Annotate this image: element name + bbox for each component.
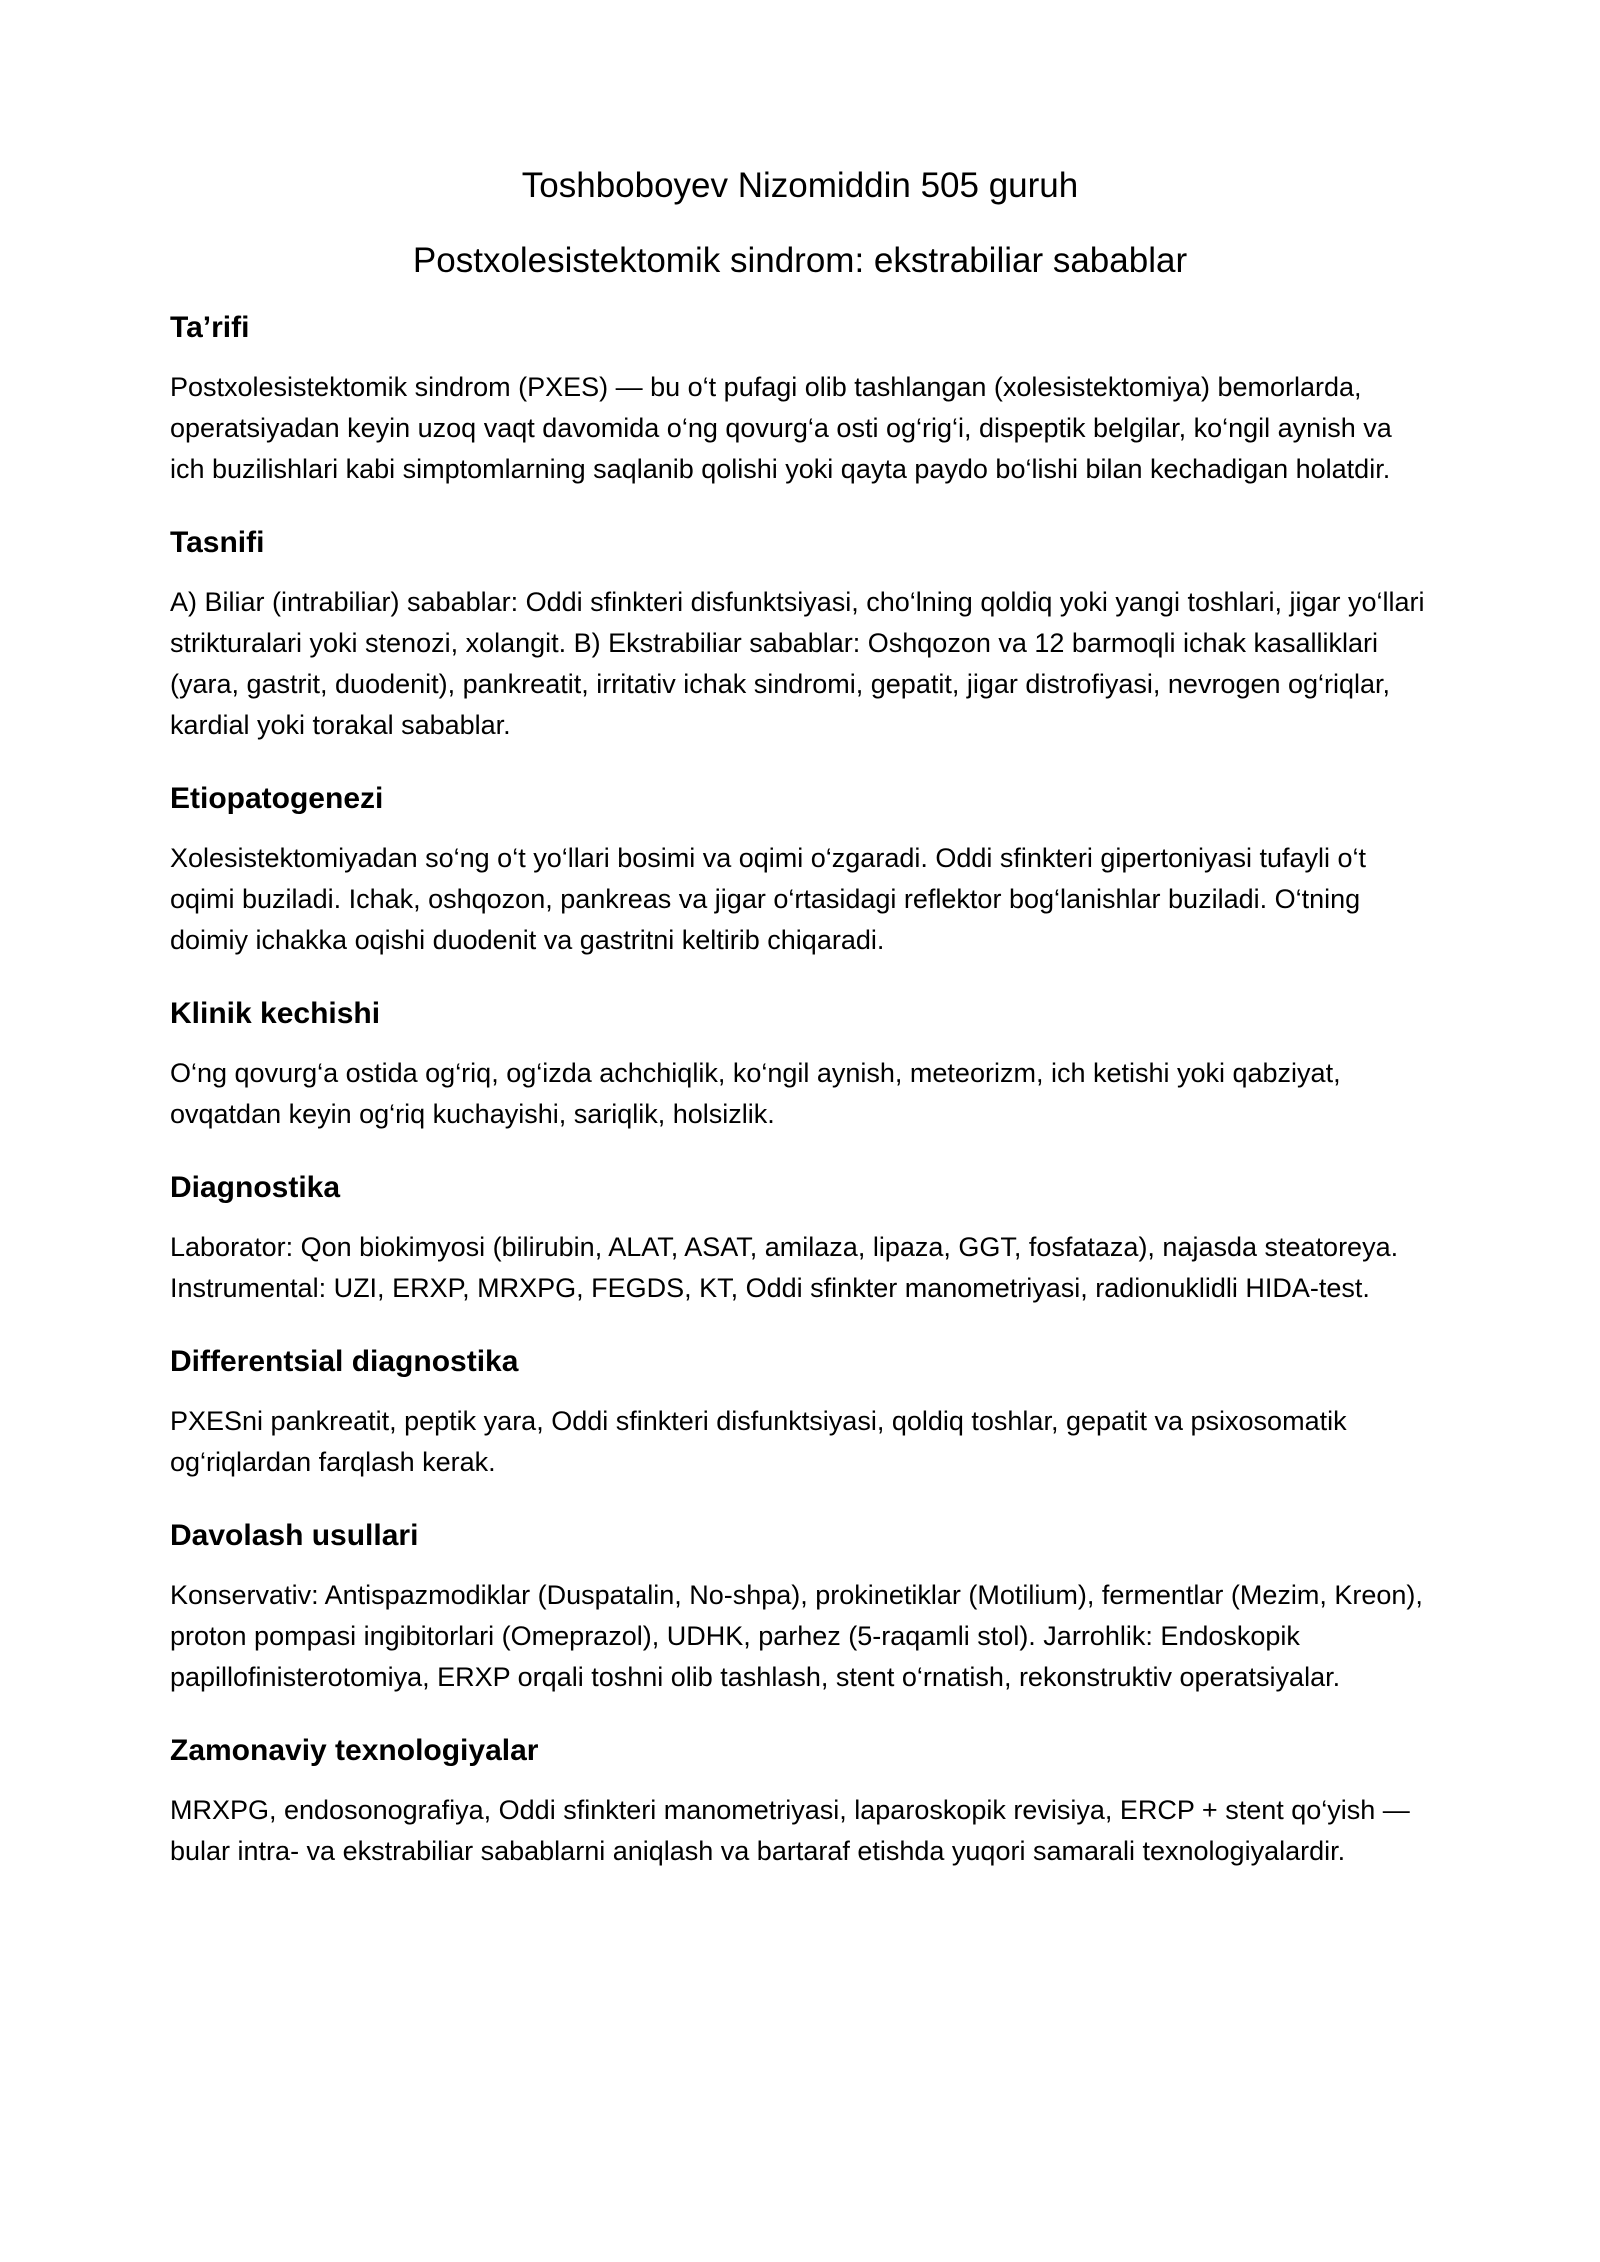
section-heading: Ta’rifi <box>170 311 250 344</box>
section-heading: Davolash usullari <box>170 1519 419 1552</box>
document-page <box>170 165 1430 1872</box>
section-body: Konservativ: Antispazmodiklar (Duspatalin, No-shpa), prokinetiklar (Motilium), fermentlar (Mezim, Kreon), proton pompasi ingibitorlari (Omeprazol), UDHK, parhez (5-raqamli stol). Jarrohlik: Endoskopik papillofinisterotomiya, ERXP orqali toshni olib tashlash, stent o‘rnatish, rekonstruktiv operatsiyalar. <box>170 1580 1423 1692</box>
section-differentsial-diagnostika <box>170 1344 1430 1483</box>
section-body: O‘ng qovurg‘a ostida og‘riq, og‘izda achchiqlik, ko‘ngil aynish, meteorizm, ich ketishi yoki qabziyat, ovqatdan keyin og‘riq kuchayishi, sariqlik, holsizlik. <box>170 1058 1341 1129</box>
section-heading: Tasnifi <box>170 526 265 559</box>
section-klinik-kechishi <box>170 996 1430 1135</box>
section-heading: Diagnostika <box>170 1171 341 1204</box>
section-diagnostika <box>170 1170 1430 1309</box>
document-title: Postxolesistektomik sindrom: ekstrabiliar sabablar <box>412 241 1188 280</box>
section-body: MRXPG, endosonografiya, Oddi sfinkteri manometriyasi, laparoskopik revisiya, ERCP + stent qo‘yish — bular intra- va ekstrabiliar sabablarni aniqlash va bartaraf etishda yuqori samarali texnologiyalardir. <box>170 1795 1410 1866</box>
section-body: Laborator: Qon biokimyosi (bilirubin, ALAT, ASAT, amilaza, lipaza, GGT, fosfataza), najasda steatoreya. Instrumental: UZI, ERXP, MRXPG, FEGDS, KT, Oddi sfinkter manometriyasi, radionuklidli HIDA-test. <box>170 1232 1399 1303</box>
section-heading: Zamonaviy texnologiyalar <box>170 1734 539 1767</box>
section-body: Xolesistektomiyadan so‘ng o‘t yo‘llari bosimi va oqimi o‘zgaradi. Oddi sfinkteri gipertoniyasi tufayli o‘t oqimi buziladi. Ichak, oshqozon, pankreas va jigar o‘rtasidagi reflektor bog‘lanishlar buziladi. O‘tning doimiy ichakka oqishi duodenit va gastritni keltirib chiqaradi. <box>170 843 1367 955</box>
section-body: PXESni pankreatit, peptik yara, Oddi sfinkteri disfunktsiyasi, qoldiq toshlar, gepatit va psixosomatik og‘riqlardan farqlash kerak. <box>170 1406 1347 1477</box>
section-etiopatogenezi <box>170 781 1430 961</box>
section-zamonaviy-texnologiyalar <box>170 1733 1430 1872</box>
section-tasnifi <box>170 525 1430 746</box>
section-heading: Etiopatogenezi <box>170 782 384 815</box>
section-tarifi <box>170 310 1430 490</box>
section-heading: Klinik kechishi <box>170 997 381 1030</box>
author-line: Toshboboyev Nizomiddin 505 guruh <box>521 166 1079 205</box>
section-body: A) Biliar (intrabiliar) sabablar: Oddi sfinkteri disfunktsiyasi, cho‘lning qoldiq yoki yangi toshlari, jigar yo‘llari strikturalari yoki stenozi, xolangit. B) Ekstrabiliar sabablar: Oshqozon va 12 barmoqli ichak kasalliklari (yara, gastrit, duodenit), pankreatit, irritativ ichak sindromi, gepatit, jigar distrofiyasi, nevrogen og‘riqlar, kardial yoki torakal sabablar. <box>170 587 1425 740</box>
section-body: Postxolesistektomik sindrom (PXES) — bu o‘t pufagi olib tashlangan (xolesistektomiya) bemorlarda, operatsiyadan keyin uzoq vaqt davomida o‘ng qovurg‘a osti og‘rig‘i, dispeptik belgilar, ko‘ngil aynish va ich buzilishlari kabi simptomlarning saqlanib qolishi yoki qayta paydo bo‘lishi bilan kechadigan holatdir. <box>170 372 1392 484</box>
section-heading: Differentsial diagnostika <box>170 1345 519 1378</box>
section-davolash-usullari <box>170 1518 1430 1698</box>
